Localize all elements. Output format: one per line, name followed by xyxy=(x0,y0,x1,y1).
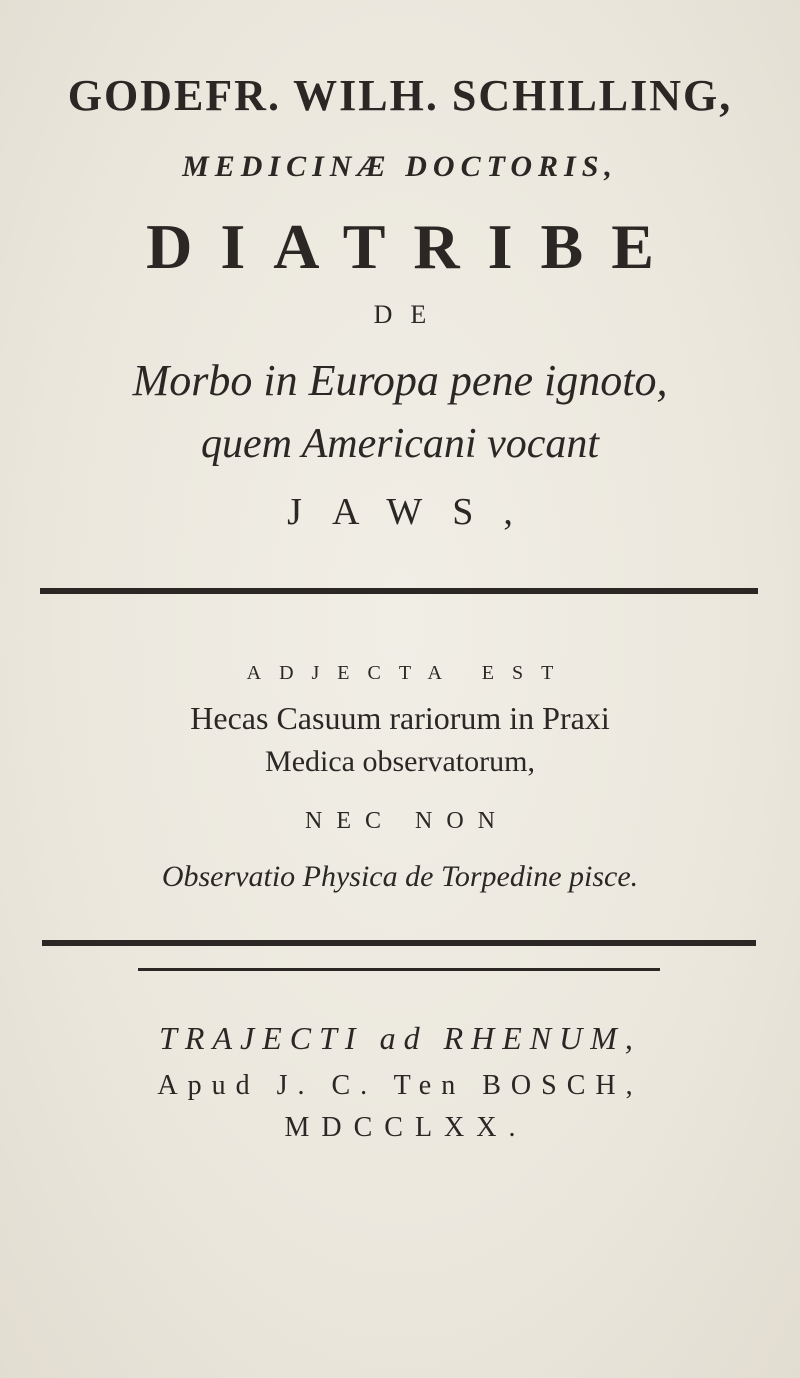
ornamental-rule-top xyxy=(40,588,758,594)
imprint-printer: Apud J. C. Ten BOSCH, xyxy=(157,1070,643,1101)
cases-line-2: Medica observatorum, xyxy=(265,745,535,778)
subject-keyword: JAWS, xyxy=(287,491,543,533)
observatio-line: Observatio Physica de Torpedine pisce. xyxy=(161,860,639,893)
author-title: MEDICINÆ DOCTORIS, xyxy=(182,150,618,183)
title-preposition: DE xyxy=(373,300,445,329)
ornamental-rule-short xyxy=(138,968,660,971)
nec-non-heading: NEC NON xyxy=(305,808,509,834)
book-title: DIATRIBE xyxy=(146,211,682,282)
cases-line-1: Hecas Casuum rariorum in Praxi xyxy=(190,700,610,736)
imprint-year: MDCCLXX. xyxy=(284,1112,528,1143)
adjecta-heading: ADJECTA EST xyxy=(246,662,572,684)
ornamental-rule-middle xyxy=(42,940,756,946)
author-name: GODEFR. WILH. SCHILLING, xyxy=(67,71,733,120)
imprint-place: TRAJECTI ad RHENUM, xyxy=(159,1020,641,1056)
subject-line-2: quem Americani vocant xyxy=(200,421,600,467)
subject-line-1: Morbo in Europa pene ignoto, xyxy=(132,356,668,405)
